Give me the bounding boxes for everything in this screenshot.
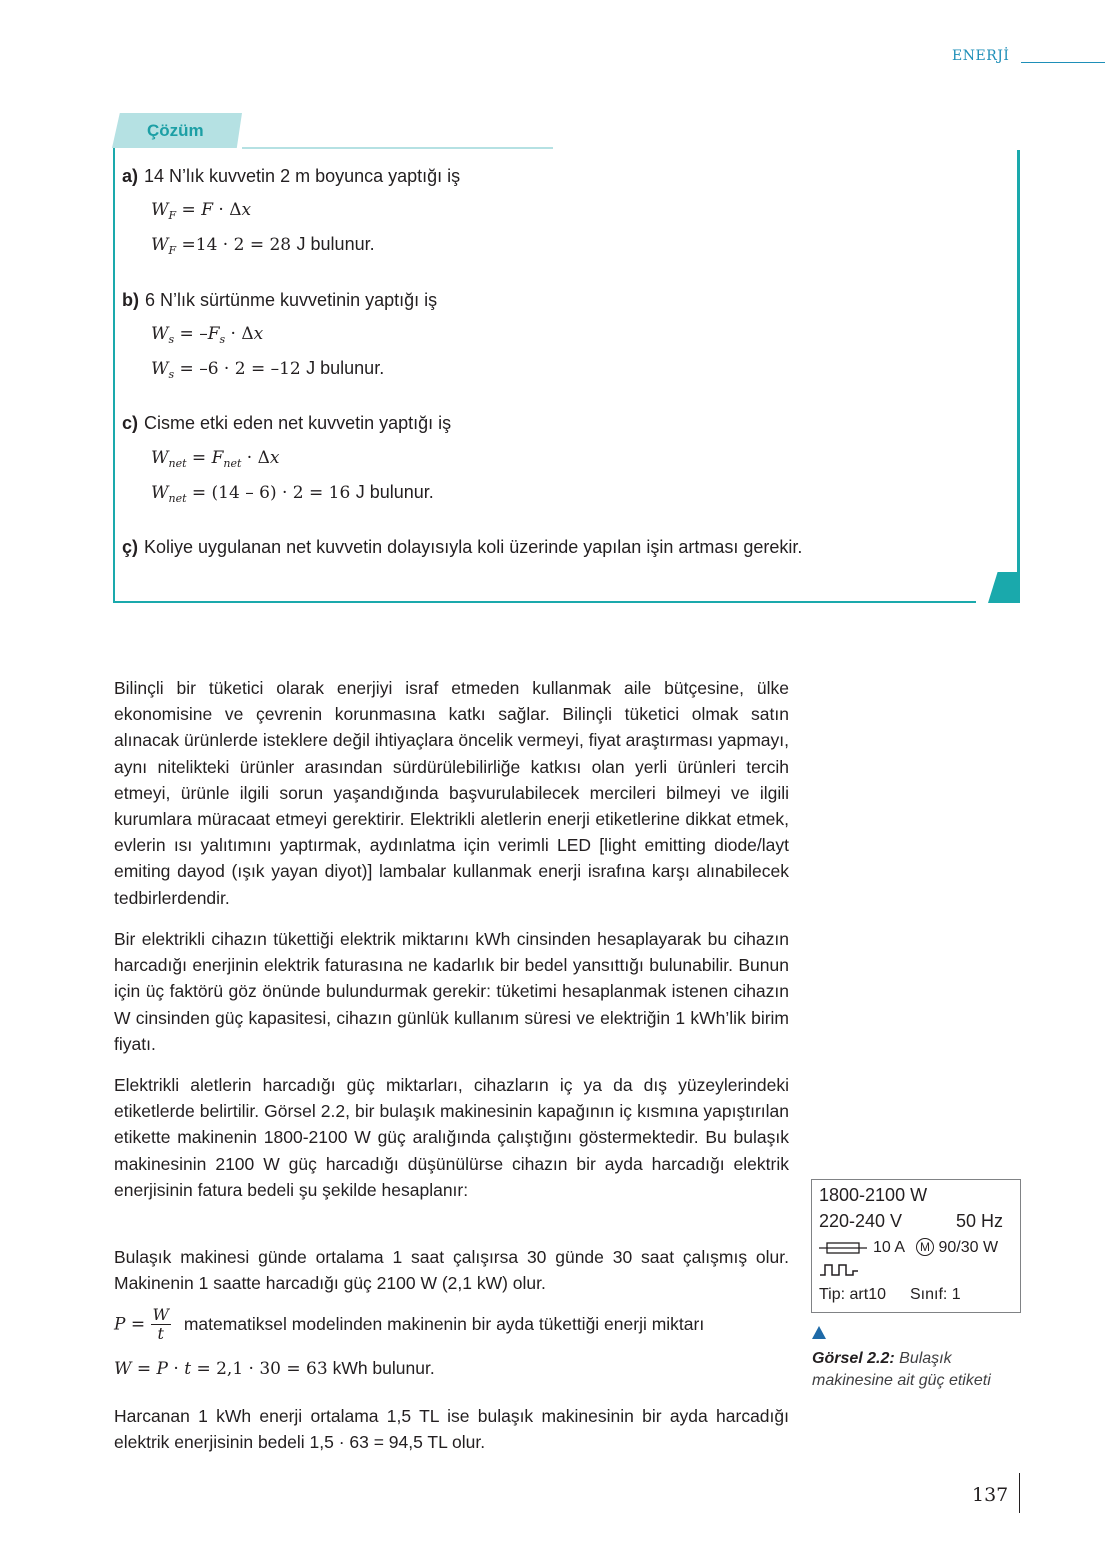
- section-title: ENERJİ: [952, 48, 1010, 64]
- energy-suffix: kWh bulunur.: [332, 1358, 435, 1378]
- energy-formula-line: [114, 1358, 435, 1380]
- solution-corner-accent: [988, 572, 1020, 603]
- solution-top-rule: [242, 147, 553, 149]
- page-number: 137: [972, 1484, 1009, 1506]
- label-current: 10 A: [873, 1239, 906, 1256]
- equation-c2: $W_{net} = (14 - 6) \cdot 2 = 16$ J bulunur.: [151, 482, 434, 505]
- item-text: 14 N’lık kuvvetin 2 m boyunca yaptığı iş: [144, 166, 461, 186]
- solution-item-b: [122, 289, 437, 311]
- power-formula-line: [114, 1306, 704, 1343]
- paragraph-4: Bulaşık makinesi günde ortalama 1 saat çalışırsa 30 günde 30 saat çalışmış olur. Makinenin 1 saatte harcadığı güç 2100 W (2,1 kW) olur.: [114, 1247, 789, 1294]
- fuse-icon: [819, 1241, 867, 1255]
- equation-value: =14 · 2 = 28: [181, 235, 292, 255]
- caption-text: Bulaşık makinesine ait güç etiketi: [812, 1350, 991, 1389]
- label-power: 1800-2100 W: [819, 1185, 928, 1205]
- label-class: Sınıf: 1: [910, 1286, 961, 1303]
- item-text: Koliye uygulanan net kuvvetin dolayısıyla koli üzerinde yapılan işin artması gerekir.: [144, 537, 803, 557]
- item-label: b): [122, 290, 139, 310]
- figure-caption: [812, 1348, 1024, 1392]
- formula-p: P =: [114, 1314, 151, 1335]
- paragraph-7: Harcanan 1 kWh enerji ortalama 1,5 TL ise bulaşık makinesinin bir ayda harcadığı elektrik enerjisinin bedeli 1,5 · 63 = 94,5 TL olur.: [114, 1406, 789, 1453]
- item-label: ç): [122, 537, 139, 557]
- solution-right-border: [1017, 150, 1020, 603]
- label-voltage: 220-240 V: [819, 1211, 903, 1231]
- section-rule: [1021, 62, 1105, 63]
- equation-a2: $W_F =14 \cdot 2 = 28$ J bulunur.: [151, 234, 375, 257]
- label-motor-power: 90/30 W: [938, 1239, 999, 1256]
- formula-description: matematiksel modelinden makinenin bir ayda tükettiği enerji miktarı: [183, 1314, 705, 1334]
- equation-c1: $W_{net} = F_{net} \cdot \Delta x$: [151, 448, 280, 470]
- label-motor: [916, 1238, 998, 1257]
- equation-value: = (14 – 6) · 2 = 16: [191, 483, 351, 503]
- page-number-rule: [1019, 1473, 1020, 1513]
- item-text: Cisme etki eden net kuvvetin yaptığı iş: [144, 413, 452, 433]
- equation-b2: $W_s = -6 \cdot 2 = -12$ J bulunur.: [151, 358, 385, 381]
- energy-value: = 2,1 · 30 = 63: [196, 1359, 328, 1379]
- solution-bottom-border: [113, 601, 976, 603]
- equation-value: = –6 · 2 = –12: [179, 359, 301, 379]
- paragraph-2: Bir elektrikli cihazın tükettiği elektrik miktarını kWh cinsinden hesaplayarak bu cihazın harcadığı enerjinin elektrik faturasına ne kadarlık bir bedel yansıttığı bulunabilir. Bunun için üç faktörü göz önünde bulundurmak gerekir: tüketimi hesaplanmak istenen cihazın W cinsinden güç kapasitesi, cihazın günlük kullanım süresi ve elektriğin 1 kWh’lik birim fiyatı.: [114, 929, 789, 1054]
- fraction-w-over-t: $\frac{W}{t}$: [152, 1305, 169, 1343]
- label-type: Tip: art10: [819, 1286, 886, 1303]
- equation-suffix: J bulunur.: [306, 358, 385, 378]
- caption-triangle-icon: [812, 1326, 826, 1339]
- item-label: c): [122, 413, 139, 433]
- solution-item-a: [122, 165, 460, 187]
- equation-b1: $W_s = -F_s \cdot \Delta x$: [151, 324, 264, 346]
- caption-title: Görsel 2.2:: [812, 1350, 895, 1367]
- solution-item-c: [122, 412, 451, 434]
- motor-icon: M: [916, 1238, 934, 1256]
- equation-suffix: J bulunur.: [296, 234, 375, 254]
- heater-icon: [819, 1262, 859, 1278]
- paragraph-1: Bilinçli bir tüketici olarak enerjiyi israf etmeden kullanmak aile bütçesine, ülke ekonomisine ve çevrenin korunmasına katkı sağlar. Bilinçli tüketici olmak satın alınacak ürünlerde isteklere değil ihtiyaçlara öncelik vermeyi, fiyat araştırması yapmayı, aynı nitelikteki ürünler arasından sürdürülebilirliğe katkısı olan yerli ürünleri tercih etmeyi, ürünle ilgili sorun yaşandığında başvurulabilecek mercileri bilmeyi ve ilgili kurumlara müracaat etmeyi gerektirir. Elektrikli aletlerin enerji etiketlerine dikkat etmek, evlerin ısı yalıtımını yaptırmak, aydınlatma için verimli LED [light emitting diode/layt emiting dayod (ışık yayan diyot)] lambalar kullanmak enerji israfına karşı alınabilecek tedbirlerdendir.: [114, 678, 790, 908]
- solution-item-d: [122, 536, 802, 558]
- formula-w: W = P · t = 2,1 · 30 = 63: [114, 1359, 328, 1379]
- solution-tab-label: Çözüm: [147, 121, 204, 140]
- item-label: a): [122, 166, 139, 186]
- label-frequency: 50 Hz: [956, 1211, 1004, 1231]
- paragraph-3: Elektrikli aletlerin harcadığı güç miktarları, cihazların iç ya da dış yüzeylerindeki etiketlerde belirtilir. Görsel 2.2, bir bulaşık makinesinin kapağının iç kısmına yapıştırılan etikette makinenin 1800-2100 W güç aralığında çalıştığını göstermektedir. Bu bulaşık makinesinin 2100 W güç harcadığı düşünülürse cihazın bir ayda harcadığı elektrik enerjisinin fatura bedeli şu şekilde hesaplanır:: [114, 1075, 789, 1200]
- equation-a1: $W_F = F \cdot \Delta x$: [151, 200, 252, 222]
- item-text: 6 N’lık sürtünme kuvvetinin yaptığı iş: [145, 290, 438, 310]
- solution-left-border: [113, 148, 115, 603]
- equation-suffix: J bulunur.: [355, 482, 434, 502]
